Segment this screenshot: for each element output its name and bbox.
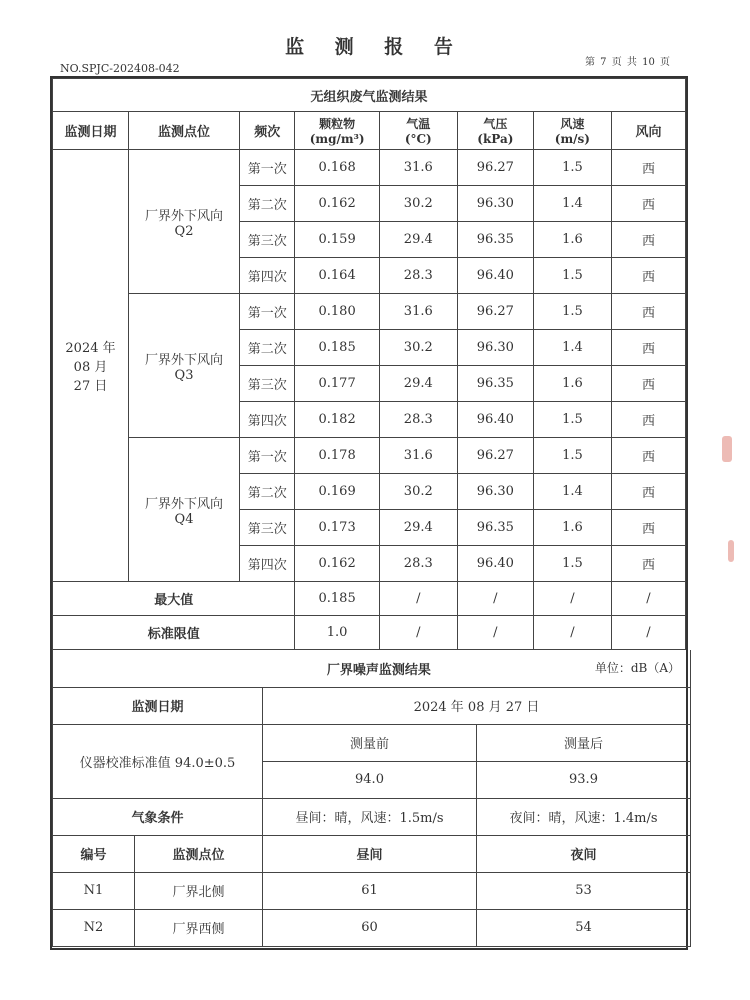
- wind-direction-cell: 西: [611, 330, 685, 366]
- col-wind-speed: 风速 (m/s): [533, 112, 611, 150]
- weather-label: 气象条件: [53, 798, 263, 835]
- wind-speed-cell: 1.5: [533, 150, 611, 186]
- wind-direction-cell: 西: [611, 546, 685, 582]
- wind-direction-cell: 西: [611, 150, 685, 186]
- pressure-cell: 96.30: [457, 186, 533, 222]
- wind-speed-cell: 1.4: [533, 330, 611, 366]
- pressure-cell: 96.27: [457, 438, 533, 474]
- col-noise-site: 监测点位: [135, 835, 263, 872]
- col-site: 监测点位: [129, 112, 240, 150]
- particulate-cell: 0.162: [295, 546, 379, 582]
- wind-direction-cell: 西: [611, 366, 685, 402]
- particulate-cell: 0.185: [295, 330, 379, 366]
- frequency-cell: 第二次: [240, 474, 295, 510]
- limit-value-row: [53, 616, 686, 650]
- particulate-cell: 0.180: [295, 294, 379, 330]
- wind-direction-cell: 西: [611, 294, 685, 330]
- temperature-cell: 28.3: [379, 546, 457, 582]
- wind-direction-cell: 西: [611, 510, 685, 546]
- max-wind-speed: /: [533, 582, 611, 616]
- wind-speed-cell: 1.5: [533, 546, 611, 582]
- wind-speed-cell: 1.6: [533, 222, 611, 258]
- weather-day: 昼间：晴，风速：1.5m/s: [263, 798, 477, 835]
- wind-speed-cell: 1.4: [533, 474, 611, 510]
- table-row: [53, 150, 686, 186]
- wind-speed-cell: 1.6: [533, 510, 611, 546]
- before-measure-label: 测量前: [263, 724, 477, 761]
- seal-mark-top: [722, 436, 732, 462]
- temperature-cell: 31.6: [379, 438, 457, 474]
- limit-value-label: 标准限值: [53, 616, 295, 650]
- document-number: NO.SPJC-202408-042: [60, 62, 180, 75]
- col-wind-direction: 风向: [611, 112, 685, 150]
- max-particulate: 0.185: [295, 582, 379, 616]
- temperature-cell: 28.3: [379, 402, 457, 438]
- noise-night-cell: 54: [477, 909, 691, 946]
- noise-id-cell: N1: [53, 872, 135, 909]
- pressure-cell: 96.35: [457, 222, 533, 258]
- seal-mark-bottom: [728, 540, 734, 562]
- particulate-cell: 0.178: [295, 438, 379, 474]
- col-noise-night: 夜间: [477, 835, 691, 872]
- noise-date-label: 监测日期: [53, 687, 263, 724]
- pressure-cell: 96.30: [457, 474, 533, 510]
- col-date: 监测日期: [53, 112, 129, 150]
- page-info: 第 7 页 共 10 页: [585, 57, 670, 68]
- limit-wind-speed: /: [533, 616, 611, 650]
- pressure-cell: 96.35: [457, 366, 533, 402]
- site-cell-q4: 厂界外下风向 Q4: [129, 438, 240, 582]
- particulate-cell: 0.173: [295, 510, 379, 546]
- col-temperature: 气温 (°C): [379, 112, 457, 150]
- wind-direction-cell: 西: [611, 222, 685, 258]
- col-particulate: 颗粒物 (mg/m³): [295, 112, 379, 150]
- frequency-cell: 第三次: [240, 366, 295, 402]
- wind-speed-cell: 1.5: [533, 402, 611, 438]
- temperature-cell: 29.4: [379, 510, 457, 546]
- before-measure-value: 94.0: [263, 761, 477, 798]
- frequency-cell: 第四次: [240, 258, 295, 294]
- noise-day-cell: 61: [263, 872, 477, 909]
- site-cell-q3: 厂界外下风向 Q3: [129, 294, 240, 438]
- table-row: [53, 872, 691, 909]
- temperature-cell: 29.4: [379, 366, 457, 402]
- particulate-cell: 0.162: [295, 186, 379, 222]
- wind-speed-cell: 1.5: [533, 438, 611, 474]
- table-row: [53, 909, 691, 946]
- limit-wind-direction: /: [611, 616, 685, 650]
- temperature-cell: 31.6: [379, 294, 457, 330]
- pressure-cell: 96.30: [457, 330, 533, 366]
- noise-night-cell: 53: [477, 872, 691, 909]
- col-noise-id: 编号: [53, 835, 135, 872]
- air-table-caption: 无组织废气监测结果: [53, 79, 686, 112]
- temperature-cell: 30.2: [379, 330, 457, 366]
- noise-site-cell: 厂界西侧: [135, 909, 263, 946]
- noise-day-cell: 60: [263, 909, 477, 946]
- particulate-cell: 0.164: [295, 258, 379, 294]
- frequency-cell: 第一次: [240, 294, 295, 330]
- max-temperature: /: [379, 582, 457, 616]
- col-frequency: 频次: [240, 112, 295, 150]
- pressure-cell: 96.27: [457, 150, 533, 186]
- weather-night: 夜间：晴，风速：1.4m/s: [477, 798, 691, 835]
- wind-direction-cell: 西: [611, 474, 685, 510]
- particulate-cell: 0.168: [295, 150, 379, 186]
- frequency-cell: 第二次: [240, 330, 295, 366]
- wind-direction-cell: 西: [611, 438, 685, 474]
- temperature-cell: 28.3: [379, 258, 457, 294]
- frequency-cell: 第一次: [240, 150, 295, 186]
- max-pressure: /: [457, 582, 533, 616]
- noise-id-cell: N2: [53, 909, 135, 946]
- frequency-cell: 第三次: [240, 510, 295, 546]
- max-wind-direction: /: [611, 582, 685, 616]
- site-cell-q2: 厂界外下风向 Q2: [129, 150, 240, 294]
- monitoring-date-cell: 2024 年 08 月 27 日: [53, 150, 129, 582]
- particulate-cell: 0.177: [295, 366, 379, 402]
- temperature-cell: 31.6: [379, 150, 457, 186]
- max-value-label: 最大值: [53, 582, 295, 616]
- calibration-label: 仪器校准标准值 94.0±0.5: [53, 724, 263, 798]
- table-row: [53, 294, 686, 330]
- frequency-cell: 第四次: [240, 546, 295, 582]
- noise-monitoring-table: [52, 650, 691, 947]
- col-noise-day: 昼间: [263, 835, 477, 872]
- report-title: 监 测 报 告: [285, 36, 465, 58]
- limit-pressure: /: [457, 616, 533, 650]
- noise-site-cell: 厂界北侧: [135, 872, 263, 909]
- pressure-cell: 96.40: [457, 402, 533, 438]
- particulate-cell: 0.159: [295, 222, 379, 258]
- pressure-cell: 96.27: [457, 294, 533, 330]
- particulate-cell: 0.182: [295, 402, 379, 438]
- frequency-cell: 第三次: [240, 222, 295, 258]
- pressure-cell: 96.40: [457, 258, 533, 294]
- frequency-cell: 第四次: [240, 402, 295, 438]
- wind-direction-cell: 西: [611, 258, 685, 294]
- temperature-cell: 29.4: [379, 222, 457, 258]
- temperature-cell: 30.2: [379, 474, 457, 510]
- frequency-cell: 第一次: [240, 438, 295, 474]
- pressure-cell: 96.35: [457, 510, 533, 546]
- col-pressure: 气压 (kPa): [457, 112, 533, 150]
- noise-unit: 单位：dB（A）: [594, 660, 680, 675]
- wind-direction-cell: 西: [611, 186, 685, 222]
- after-measure-value: 93.9: [477, 761, 691, 798]
- limit-temperature: /: [379, 616, 457, 650]
- limit-particulate: 1.0: [295, 616, 379, 650]
- report-sheet: [50, 76, 688, 950]
- temperature-cell: 30.2: [379, 186, 457, 222]
- wind-direction-cell: 西: [611, 402, 685, 438]
- particulate-cell: 0.169: [295, 474, 379, 510]
- after-measure-label: 测量后: [477, 724, 691, 761]
- wind-speed-cell: 1.6: [533, 366, 611, 402]
- wind-speed-cell: 1.5: [533, 294, 611, 330]
- max-value-row: [53, 582, 686, 616]
- wind-speed-cell: 1.4: [533, 186, 611, 222]
- wind-speed-cell: 1.5: [533, 258, 611, 294]
- noise-table-caption: 厂界噪声监测结果 单位：dB（A）: [53, 650, 691, 687]
- air-monitoring-table: [52, 78, 686, 650]
- table-row: [53, 438, 686, 474]
- noise-date-value: 2024 年 08 月 27 日: [263, 687, 691, 724]
- pressure-cell: 96.40: [457, 546, 533, 582]
- frequency-cell: 第二次: [240, 186, 295, 222]
